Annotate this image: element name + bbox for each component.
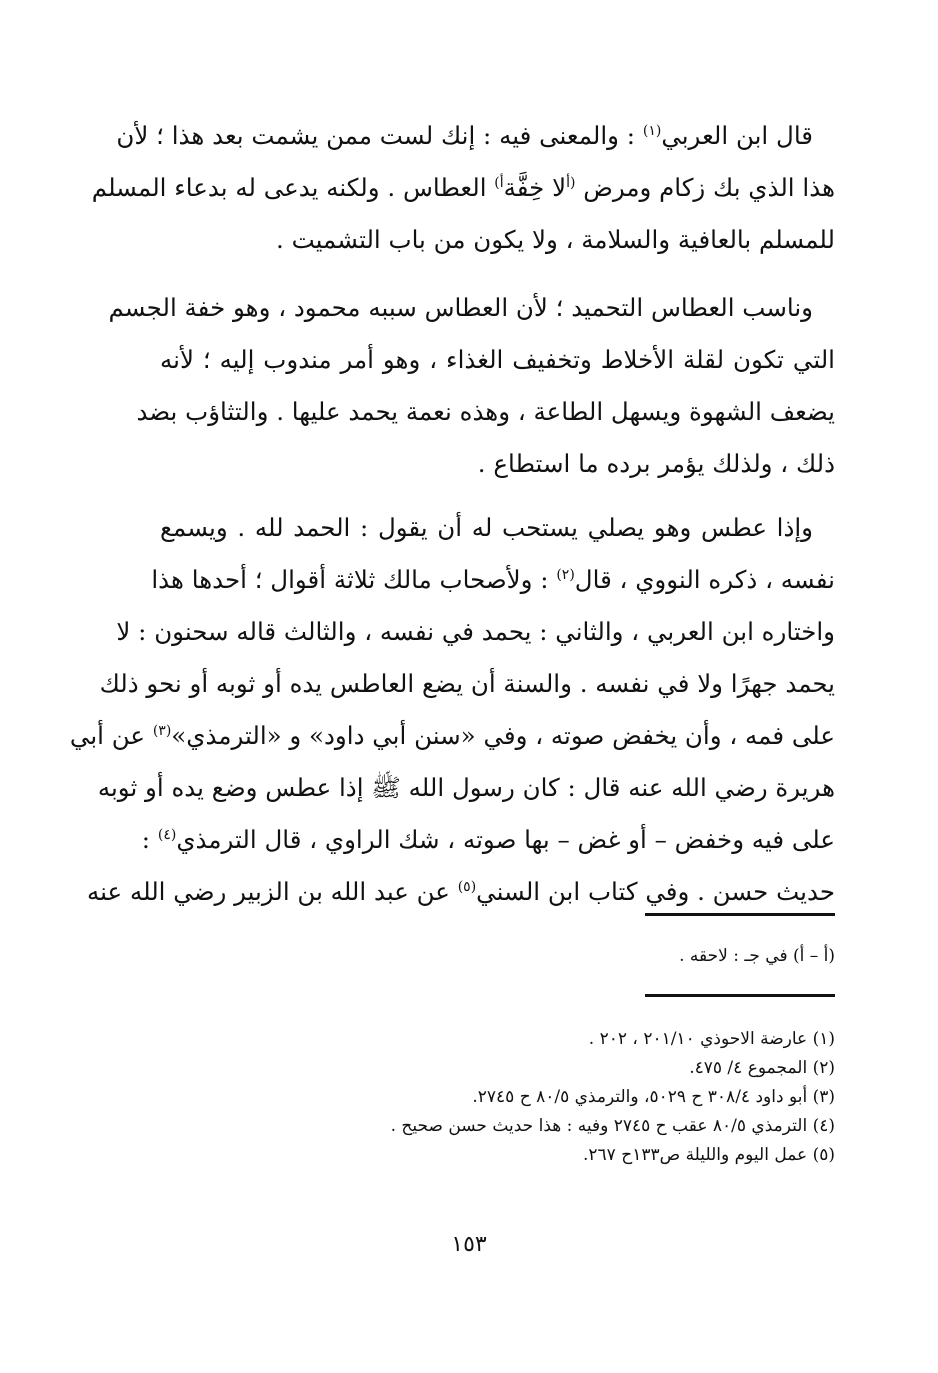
text-line: هذا الذي بك زكام ومرض $^{(أ}$لا خِفَّة$^{أ)}$ العطاس . ولكنه يدعى له بدعاء المسلم (91, 173, 835, 202)
text-line: قال ابن العربي$^{(١)}$ : والمعنى فيه : إنك لست ممن يشمت بعد هذا ؛ لأن (116, 121, 813, 150)
footnote-2: (٢) المجموع ٤/ ٤٧٥. (689, 1058, 835, 1078)
text-line: على فيه وخفض – أو غض – بها صوته ، شك الراوي ، قال الترمذي$^{(٤)}$ : (141, 825, 835, 854)
footnote-marker: (١) (642, 122, 662, 139)
variant-marker-close: أ) (494, 174, 504, 191)
footnote-3: (٣) أبو داود ٣٠٨/٤ ح ٥٠٢٩، والترمذي ٨٠/٥ ح ٢٧٤٥. (472, 1087, 835, 1107)
text-line: للمسلم بالعافية والسلامة ، ولا يكون من باب التشميت . (276, 225, 835, 254)
footnote-1: (١) عارضة الاحوذي ٢٠١/١٠ ، ٢٠٢ . (588, 1029, 835, 1049)
text-line: على فمه ، وأن يخفض صوته ، وفي «سنن أبي داود» و «الترمذي»$^{(٣)}$ عن أبي (69, 721, 835, 750)
text-line: يضعف الشهوة ويسهل الطاعة ، وهذه نعمة يحمد عليها . والتثاؤب بضد (136, 397, 835, 426)
text-line: حديث حسن . وفي كتاب ابن السني$^{(٥)}$ عن عبد الله بن الزبير رضي الله عنه (87, 877, 835, 906)
paragraph-1 (91, 110, 835, 266)
footnote-marker: (٤) (157, 826, 177, 843)
footnote-marker: (٢) (556, 566, 575, 583)
footnotes (160, 1025, 835, 1170)
text-line: وإذا عطس وهو يصلي يستحب له أن يقول : الحمد لله . ويسمع (160, 513, 813, 542)
text-line: وناسب العطاس التحميد ؛ لأن العطاس سببه محمود ، وهو خفة الجسم (108, 293, 813, 322)
footnotes-rule (645, 994, 835, 997)
text-line: يحمد جهرًا ولا في نفسه . والسنة أن يضع العاطس يده أو ثوبه أو نحو ذلك (99, 669, 835, 698)
text-line: ذلك ، ولذلك يؤمر برده ما استطاع . (477, 449, 835, 478)
text-line: هريرة رضي الله عنه قال : كان رسول الله ﷺ إذا عطس وضع يده أو ثوبه (97, 773, 835, 802)
text-line: التي تكون لقلة الأخلاط وتخفيف الغذاء ، وهو أمر مندوب إليه ؛ لأنه (160, 345, 835, 374)
paragraph-3 (69, 502, 835, 918)
variant-note: (أ – أ) في جـ : لاحقه . (679, 946, 835, 966)
footnote-marker: (٣) (152, 722, 172, 739)
text-line: نفسه ، ذكره النووي ، قال$^{(٢)}$ : ولأصحاب مالك ثلاثة أقوال ؛ أحدها هذا (151, 565, 835, 594)
paragraph-2 (108, 282, 835, 490)
variant-marker-open: (أ (566, 174, 576, 191)
footnote-marker: (٥) (457, 878, 477, 895)
variant-note-rule (645, 913, 835, 916)
footnote-5: (٥) عمل اليوم والليلة ص١٣٣ح ٢٦٧. (583, 1145, 835, 1165)
footnote-4: (٤) الترمذي ٨٠/٥ عقب ح ٢٧٤٥ وفيه : هذا حديث حسن صحيح . (390, 1116, 835, 1136)
text-line: واختاره ابن العربي ، والثاني : يحمد في نفسه ، والثالث قاله سحنون : لا (116, 617, 835, 646)
page-number: ١٥٣ (451, 1232, 487, 1257)
